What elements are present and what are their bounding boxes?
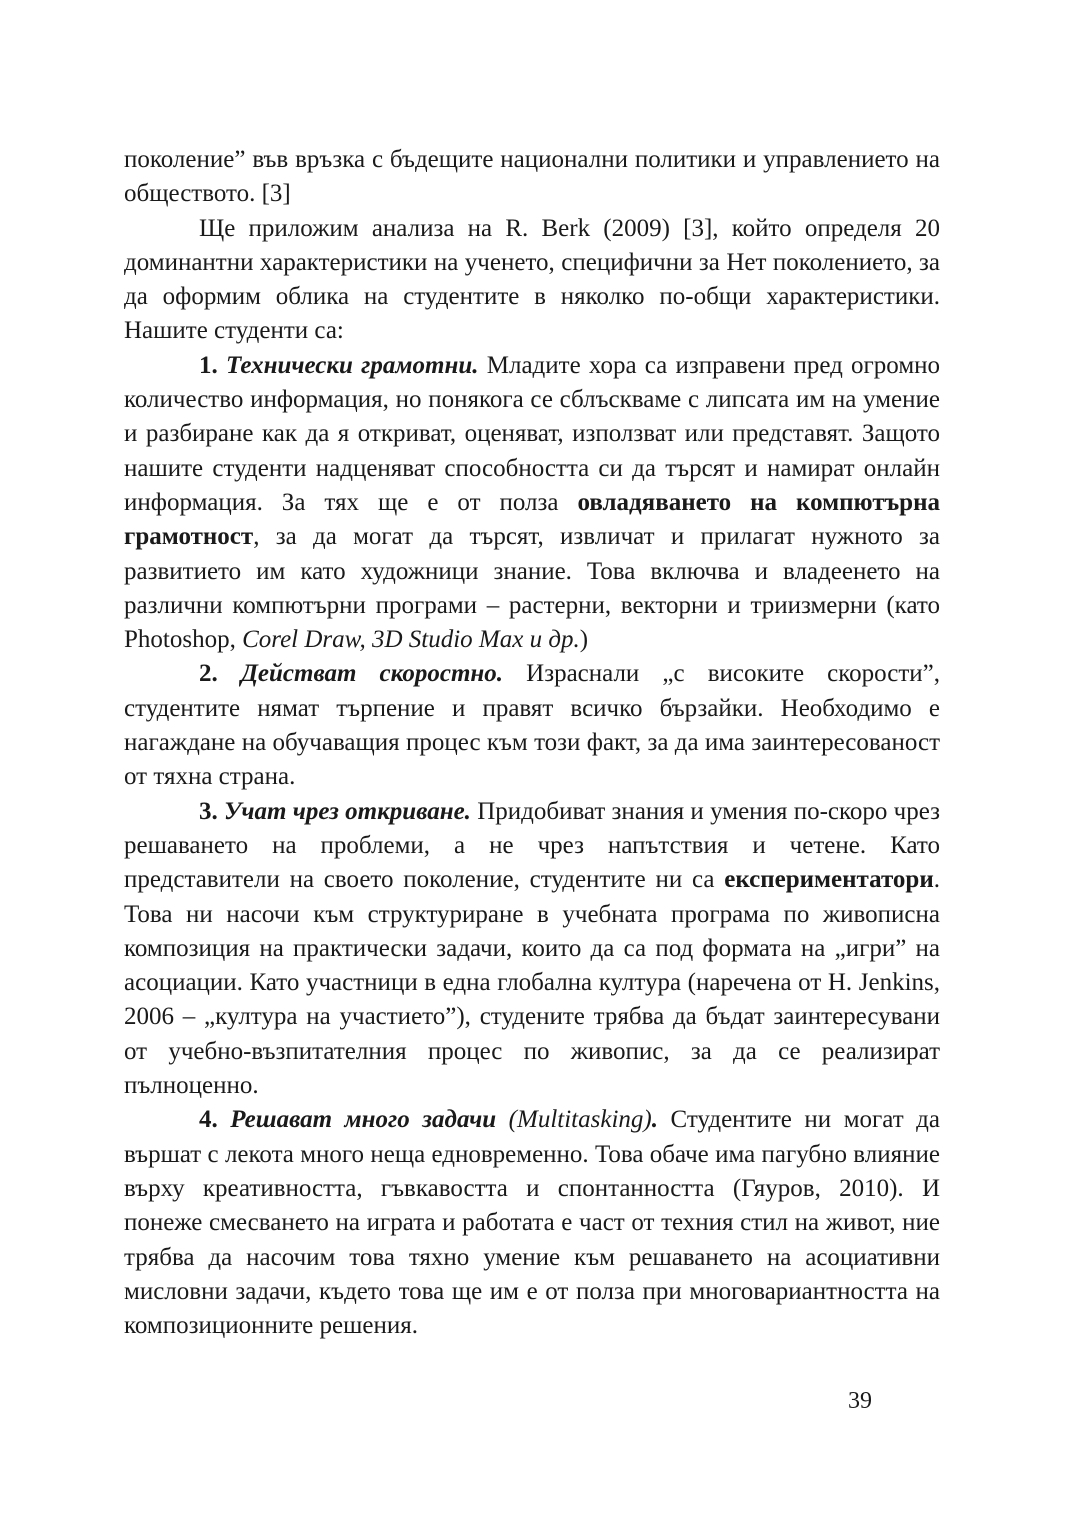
page-body	[124, 143, 940, 1343]
list-item: 4. Решават много задачи (Multitasking). Студентите ни могат да вършат с лекота много неща едновременно. Това обаче има пагубно влияние върху креативността, гъвкавостта и спонтанността (Гяуров, 2010). И понеже смесването на играта и работата е част от техния стил на живот, ние трябва да насочим това тяхно умение към решаването на асоциативни мисловни задачи, където това ще им е от полза при многовариантността на композиционните решения.	[124, 1106, 940, 1340]
list-item: 2. Действат скоростно. Израснали „с високите скорости”, студентите нямат търпение и правят всичко бързайки. Необходимо е нагаждане на обучаващия процес към този факт, за да има заинтересованост от тяхна страна.	[124, 660, 940, 791]
list-item: 1. Технически грамотни. Младите хора са изправени пред огромно количество информация, но понякога се сблъскваме с липсата им на умение и разбиране как да я откриват, оценяват, използват или представят. Защото нашите студенти надценяват способността си да търсят и намират онлайн информация. За тях ще е от полза овладяването на компютърна грамотност, за да могат да търсят, извличат и прилагат нужното за развитието им като художници знание. Това включва и владеенето на различни компютърни програми – растерни, векторни и триизмерни (като Photoshop, Corel Draw, 3D Studio Max и др.)	[124, 351, 941, 654]
emphasis-italic: Corel Draw, 3D Studio Max и др.	[242, 626, 580, 654]
emphasis-italic: (Multitasking)	[496, 1106, 652, 1134]
item-heading: Учат чрез откриване.	[224, 797, 471, 825]
list-item: 3. Учат чрез откриване. Придобиват знания и умения по-скоро чрез решаването на проблеми, а не чрез напътствия и четене. Като представители на своето поколение, студентите ни са експериментатори. Това ни насочи към структуриране в учебната програма по живописна композиция на практически задачи, които да са под формата на „игри” на асоциации. Като участници в една глобална култура (наречена от H. Jenkins, 2006 – „култура на участието”), студените трябва да бъдат заинтересувани от учебно-възпитателния процес по живопис, за да се реализират пълноценно.	[124, 797, 940, 1100]
item-number: 3.	[199, 797, 218, 825]
item-heading: Решават много задачи	[230, 1106, 497, 1134]
paragraph-continuation: поколение” във връзка с бъдещите национални политики и управлението на обществото. [3]	[124, 146, 940, 208]
item-heading: Технически грамотни.	[225, 351, 479, 379]
item-heading: Действат скоростно.	[240, 660, 504, 688]
item-number: 4.	[199, 1106, 218, 1134]
item-number: 1.	[199, 351, 218, 379]
item-heading-end: .	[651, 1106, 658, 1134]
page-number: 39	[848, 1388, 872, 1414]
item-number: 2.	[199, 660, 218, 688]
paragraph-intro: Ще приложим анализа на R. Berk (2009) [3], който определя 20 доминантни характеристики на ученето, специфични за Нет поколението, за да оформим облика на студентите в няколко по-общи характеристики. Нашите студенти са:	[124, 214, 940, 345]
emphasis-bold: експериментатори	[724, 866, 934, 894]
emphasis-bold: овладяването на компютърна грамотност	[124, 488, 940, 551]
